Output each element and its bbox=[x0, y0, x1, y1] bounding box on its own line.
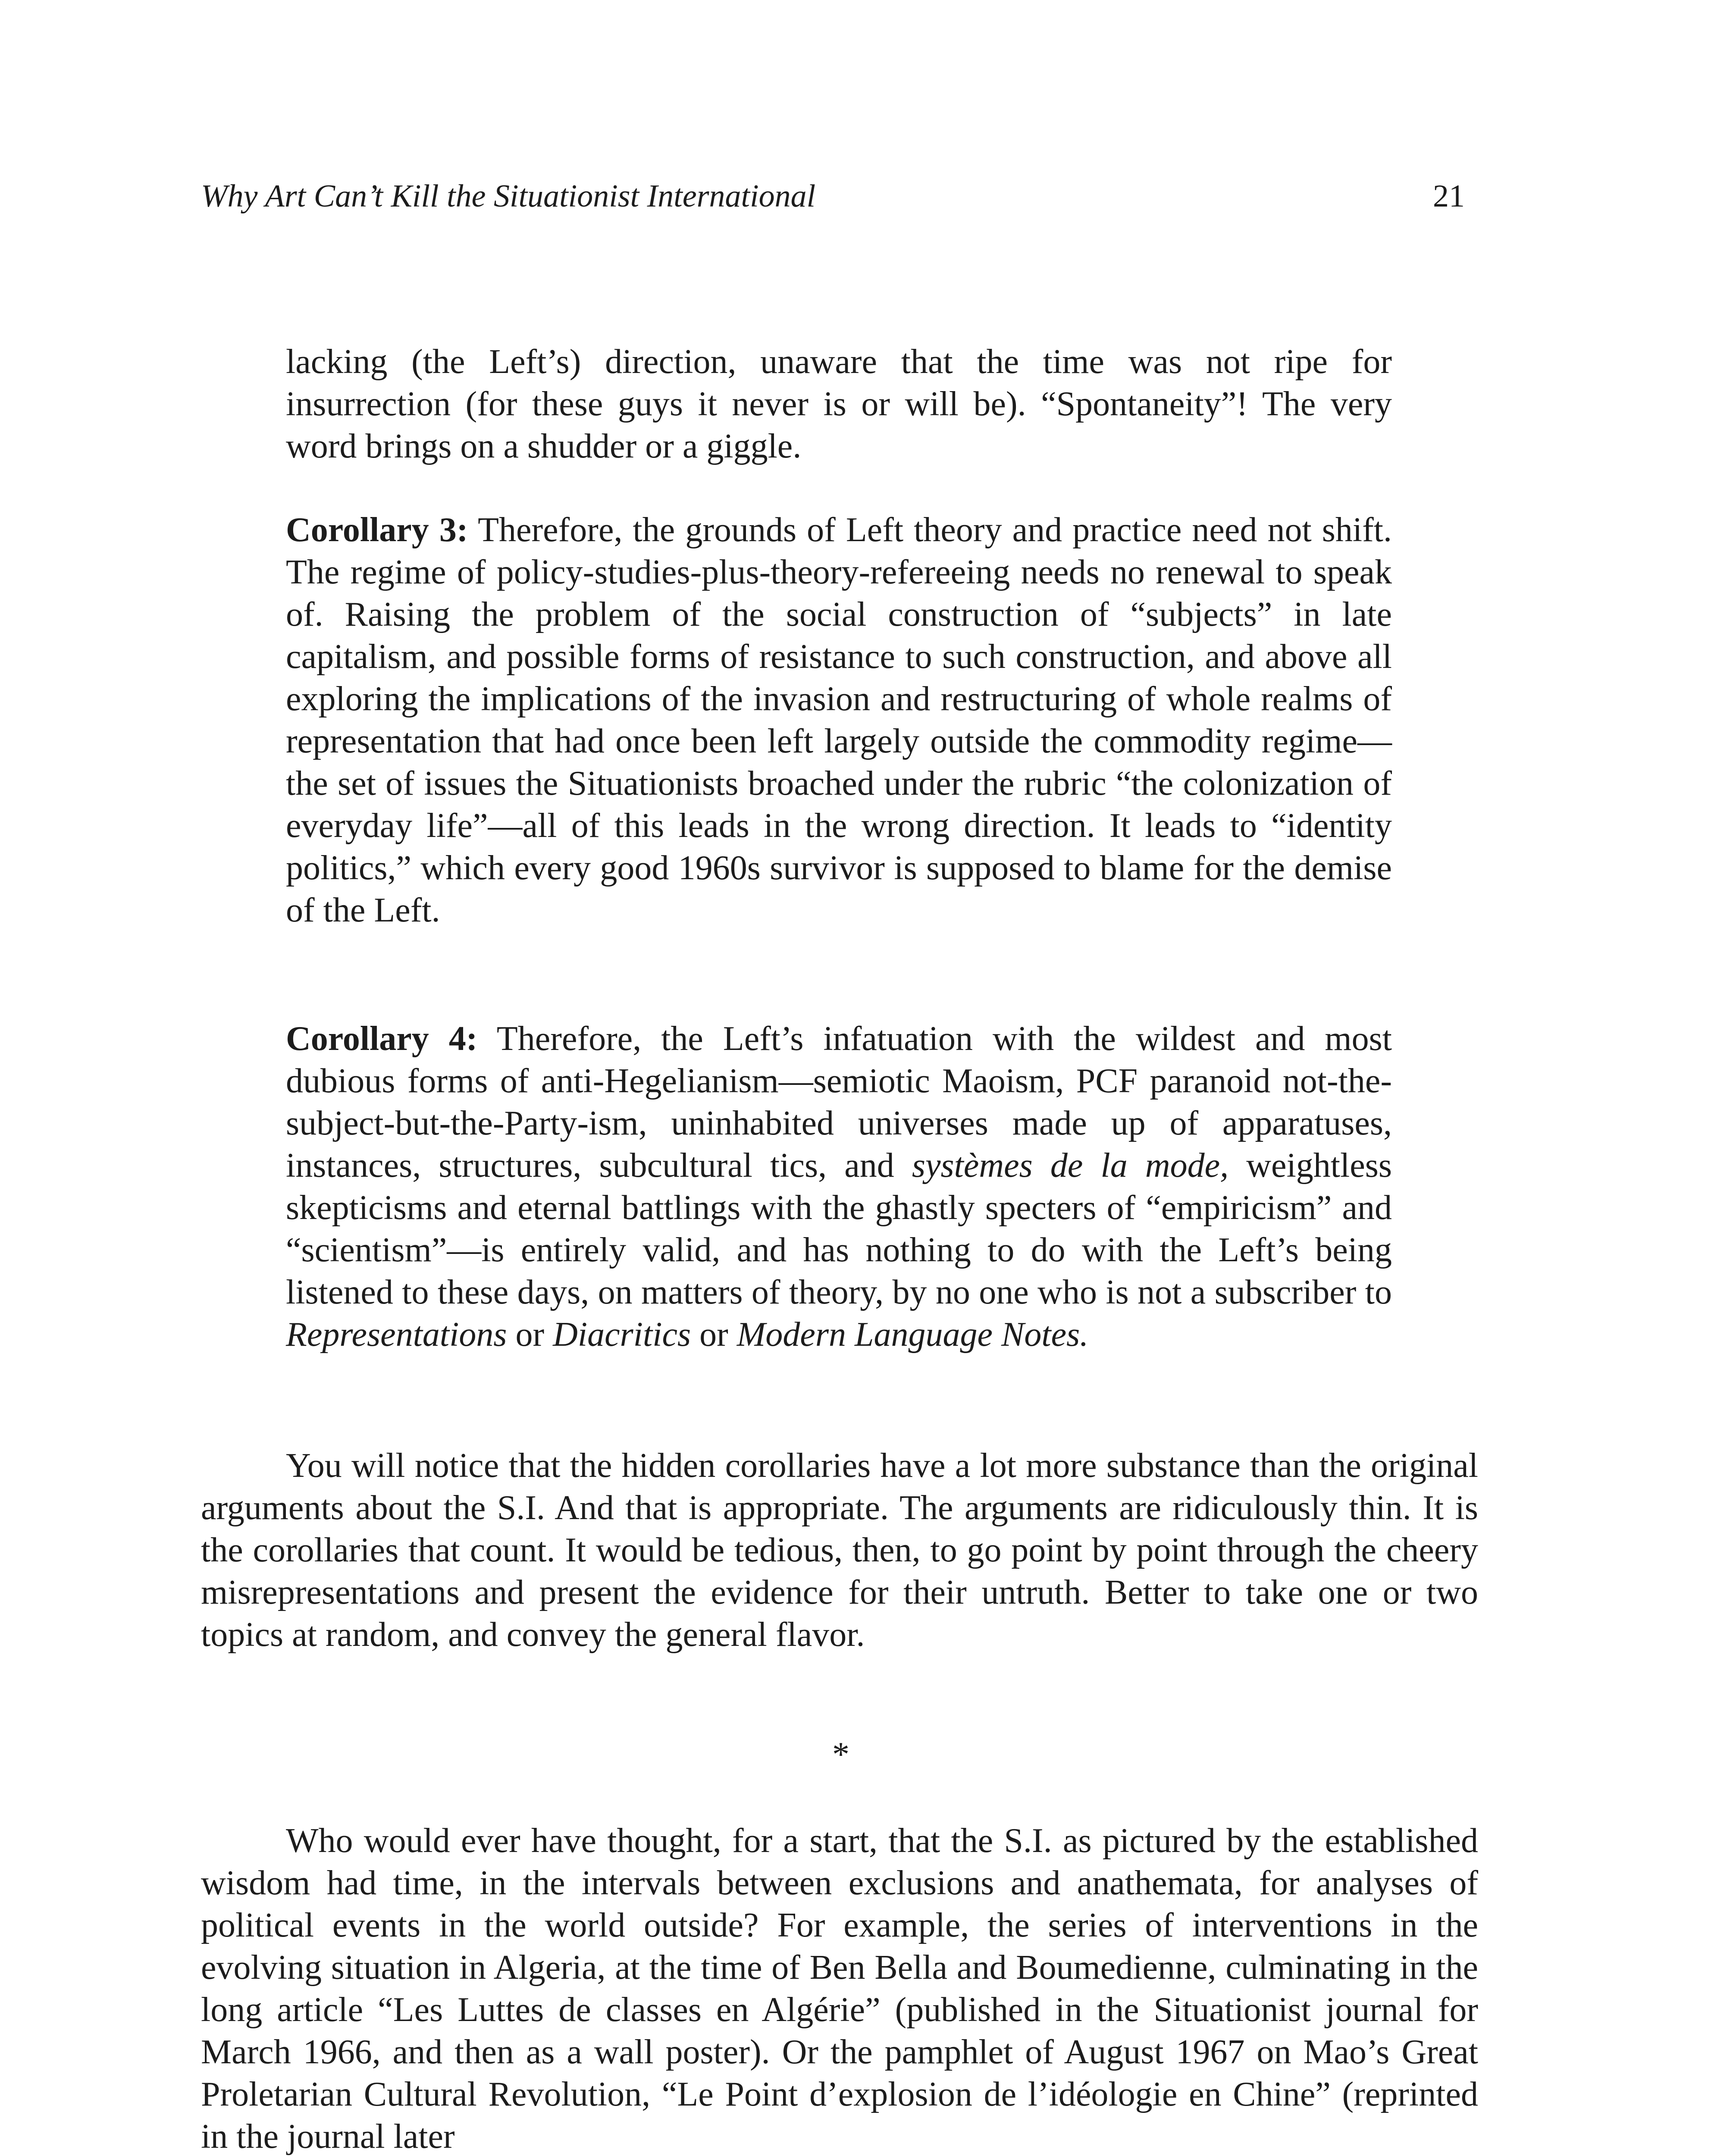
page-number: 21 bbox=[1433, 179, 1465, 214]
corollary-4-text-3: or bbox=[507, 1316, 553, 1354]
continued-corollary-text: lacking (the Left’s) direction, unaware that the time was not ripe for insurrection (for these guys it never is or will be). “Spontaneity”! The very word brings on a shudder or a giggle. bbox=[286, 343, 1392, 465]
body-paragraph-1: You will notice that the hidden corollaries have a lot more substance than the original arguments about the S.I. And that is appropriate. The arguments are ridiculously thin. It is the corollaries that count. It would be tedious, then, to go point by point through the cheery misrepresentations and present the evidence for their untruth. Better to take one or two topics at random, and convey the general flavor. bbox=[201, 1447, 1478, 1654]
corollary-4 bbox=[286, 1018, 1392, 1356]
corollary-3-label: Corollary 3: bbox=[286, 511, 468, 549]
corollary-3 bbox=[286, 509, 1392, 931]
running-title: Why Art Can’t Kill the Situationist International bbox=[201, 179, 816, 214]
corollary-4-text-4: or bbox=[691, 1316, 737, 1354]
journal-title-representations: Representations bbox=[286, 1316, 507, 1354]
corollary-4-text-1: Therefore, the Left’s infatuation with the wildest and most dubious forms of anti-Hegelianism—semiotic Maoism, PCF paranoid not-the-subject-but-the-Party-ism, uninhabited universes made up of apparatuses, instances, structures, subcultural tics, and bbox=[286, 1020, 1392, 1185]
section-separator: * bbox=[832, 1736, 849, 1774]
corollary-4-text-2: weightless skepticisms and eternal battlings with the ghastly specters of “empiricism” and “scientism”—is entirely valid, and has nothing to do with the Left’s being listened to these days, on matters of theory, by no one who is not a subscriber to bbox=[286, 1147, 1392, 1311]
journal-title-modern-language-notes: Modern Language Notes. bbox=[736, 1316, 1089, 1354]
page-header bbox=[201, 172, 1465, 220]
corollary-4-label: Corollary 4: bbox=[286, 1020, 478, 1058]
body-paragraph-2: Who would ever have thought, for a start, that the S.I. as pictured by the established wisdom had time, in the intervals between exclusions and anathemata, for analyses of political events in the world outside? For example, the series of interventions in the evolving situation in Algeria, at the time of Ben Bella and Boumedienne, culminating in the long article “Les Luttes de classes en Algérie” (published in the Situationist journal for March 1966, and then as a wall poster). Or the pamphlet of August 1967 on Mao’s Great Proletarian Cultural Revolution, “Le Point d’explosion de l’idéologie en Chine” (reprinted in the journal later bbox=[201, 1822, 1478, 2156]
corollary-4-italic-systemes: systèmes de la mode, bbox=[912, 1147, 1229, 1185]
corollary-3-text: Therefore, the grounds of Left theory and practice need not shift. The regime of policy-studies-plus-theory-refereeing needs no renewal to speak of. Raising the problem of the social construction of “subjects” in late capitalism, and possible forms of resistance to such construction, and above all exploring the implications of the invasion and restructuring of whole realms of representation that had once been left largely outside the commodity regime—the set of issues the Situationists broached under the rubric “the colonization of everyday life”—all of this leads in the wrong direction. It leads to “identity politics,” which every good 1960s survivor is supposed to blame for the demise of the Left. bbox=[286, 511, 1392, 929]
journal-title-diacritics: Diacritics bbox=[553, 1316, 691, 1354]
